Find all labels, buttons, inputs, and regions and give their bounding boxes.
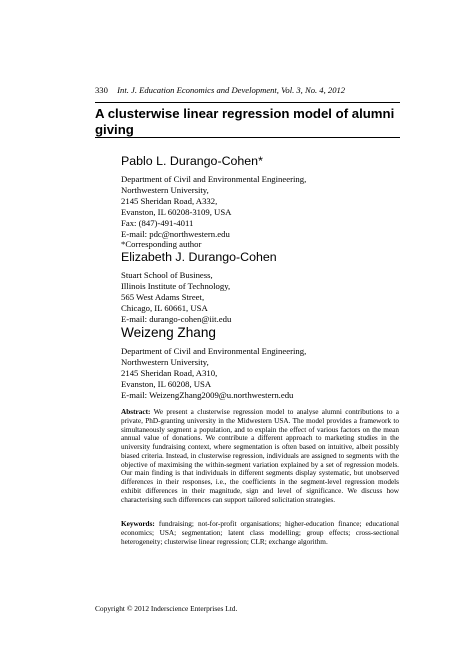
abstract xyxy=(121,408,399,504)
author-block-2 xyxy=(121,250,421,325)
author-affiliation xyxy=(121,346,421,401)
running-header xyxy=(95,85,425,95)
author-block-3 xyxy=(121,326,421,401)
abstract-text: We present a clusterwise regression model to analyse alumni contributions to a private, PhD-granting university in the Midwestern USA. The model provides a framework to simultaneously segment a population, and to explain the effect of various factors on the mean annual value of donations. We contribute a different approach to marketing studies in the university fundraising context, where segmentation is often based on intuitive, albeit possibly biased criteria. Instead, in clusterwise regression, individuals are assigned to segments with the objective of maximising the within-segment variation explained by a set of regression models. Our main finding is that individuals in different segments display systematic, but unobserved differences in their responses, i.e., the coefficients in the segment-level regression models exhibit differences in their magnitude, sign and level of significance. We discuss how characterising such differences can support tailored solicitation strategies. xyxy=(121,408,399,504)
title-rule-top xyxy=(95,102,400,103)
keywords xyxy=(121,520,399,546)
abstract-label: Abstract: xyxy=(121,408,151,416)
affiliation-line: 565 West Adams Street, xyxy=(121,291,205,302)
email-line: E-mail: pdc@northwestern.edu xyxy=(121,228,230,239)
journal-citation: Int. J. Education Economics and Development, Vol. 3, No. 4, 2012 xyxy=(117,85,346,95)
title-rule-bottom xyxy=(95,137,400,138)
author-name: Elizabeth J. Durango-Cohen xyxy=(121,250,277,264)
email-line: E-mail: WeizengZhang2009@u.northwestern.edu xyxy=(121,389,294,400)
affiliation-line: Evanston, IL 60208, USA xyxy=(121,378,212,389)
affiliation-line: Illinois Institute of Technology, xyxy=(121,280,231,291)
affiliation-line: 2145 Sheridan Road, A310, xyxy=(121,367,218,378)
affiliation-line: Northwestern University, xyxy=(121,184,209,195)
author-block-1 xyxy=(121,154,421,250)
affiliation-line: 2145 Sheridan Road, A332, xyxy=(121,195,218,206)
corresponding-author-note: *Corresponding author xyxy=(121,239,202,250)
author-name: Pablo L. Durango-Cohen* xyxy=(121,154,263,168)
affiliation-line: Department of Civil and Environmental Engineering, xyxy=(121,346,307,356)
copyright-notice: Copyright © 2012 Inderscience Enterprises Ltd. xyxy=(95,604,238,613)
affiliation-line: Chicago, IL 60661, USA xyxy=(121,302,208,313)
affiliation-line: Fax: (847)-491-4011 xyxy=(121,217,194,228)
page-number: 330 xyxy=(95,85,108,95)
keywords-label: Keywords: xyxy=(121,520,155,528)
author-name: Weizeng Zhang xyxy=(121,325,216,340)
affiliation-line: Evanston, IL 60208-3109, USA xyxy=(121,206,232,217)
affiliation-line: Department of Civil and Environmental Engineering, xyxy=(121,174,307,184)
paper-title: A clusterwise linear regression model of alumni giving xyxy=(95,106,395,137)
author-affiliation xyxy=(121,174,421,250)
author-affiliation xyxy=(121,270,421,325)
keywords-text: fundraising; not-for-profit organisations; higher-education finance; educational economics; USA; segmentation; latent class modelling; group effects; cross-sectional heterogeneity; clusterwise linear regression; CLR; exchange algorithm. xyxy=(121,520,400,546)
email-line: E-mail: durango-cohen@iit.edu xyxy=(121,313,232,324)
affiliation-line: Stuart School of Business, xyxy=(121,270,213,280)
affiliation-line: Northwestern University, xyxy=(121,356,209,367)
